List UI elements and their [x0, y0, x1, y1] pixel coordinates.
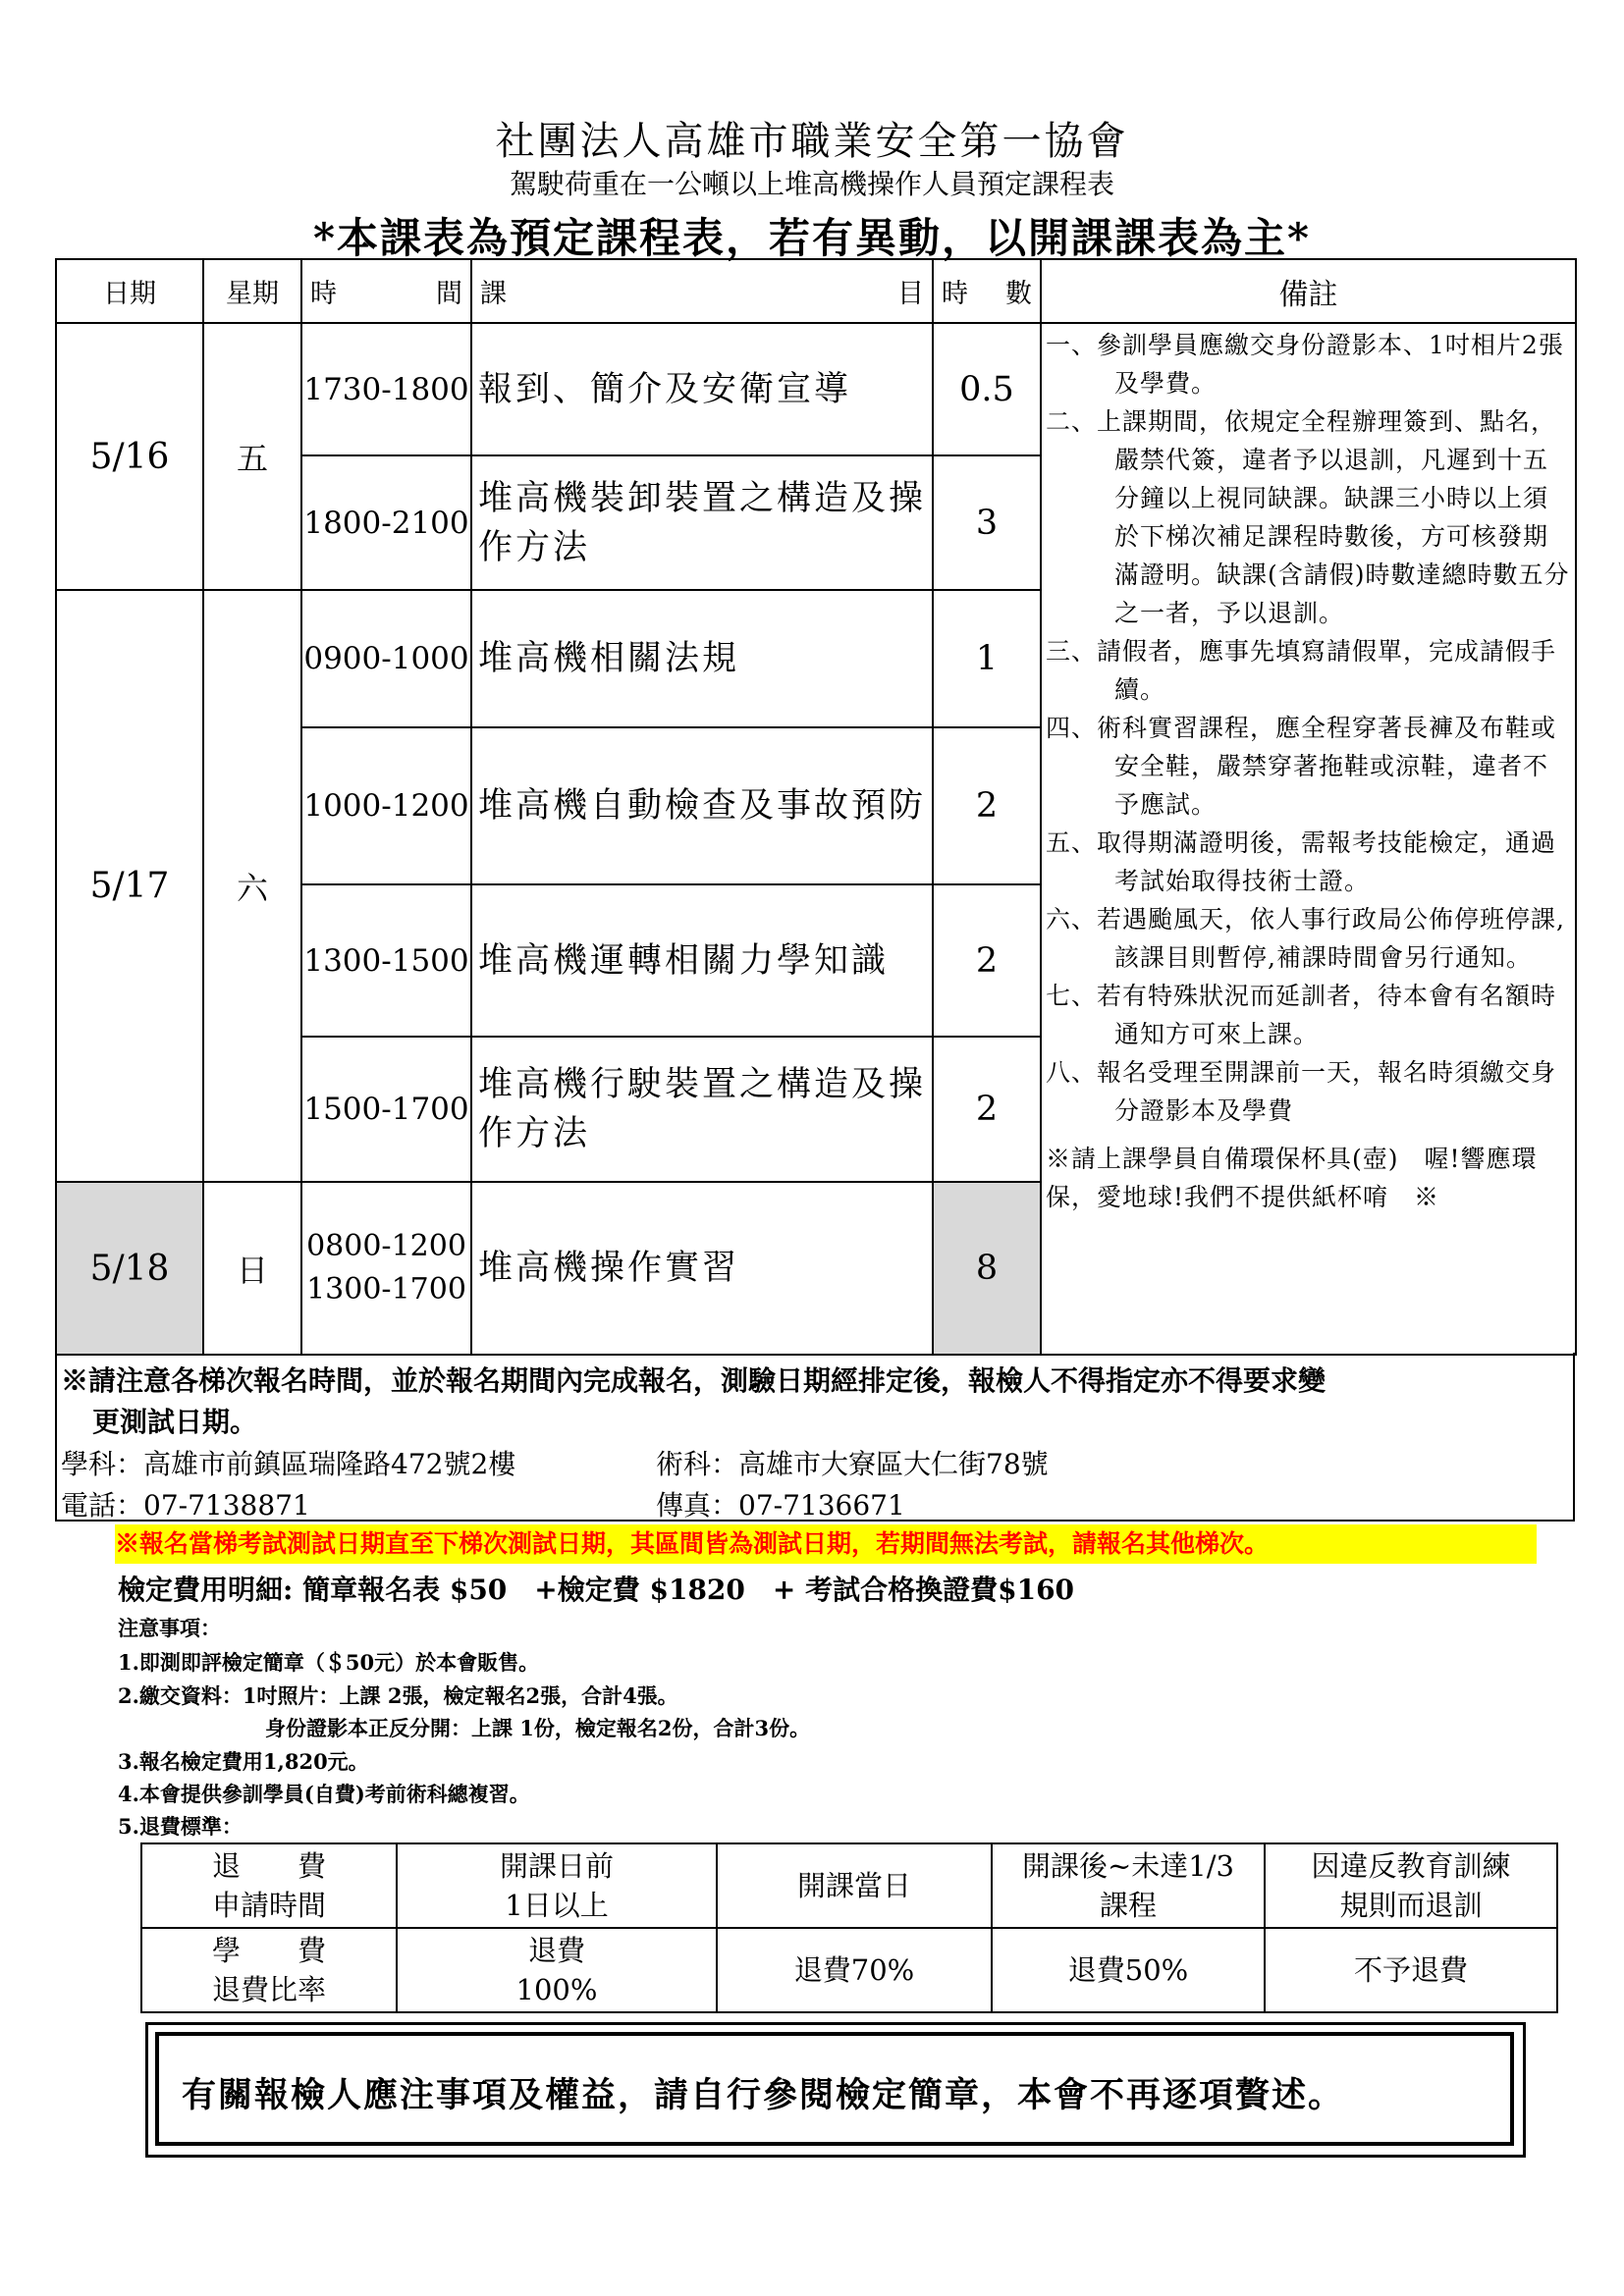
note-item: 3.報名檢定費用1,820元。 — [118, 1749, 369, 1774]
header-date: 日期 — [56, 259, 203, 323]
table-row — [141, 1928, 1557, 2012]
time-cell: 0800-1200 1300-1700 — [301, 1182, 471, 1355]
highlight-notice: ※報名當梯考試測試日期直至下梯次測試日期，其區間皆為測試日期，若期間無法考試，請報名其他梯次。 — [115, 1524, 1537, 1564]
table-header-row — [56, 259, 1576, 323]
header-hours: 時 數 — [933, 259, 1041, 323]
header-remarks: 備註 — [1041, 259, 1576, 323]
refund-cell: 因違反教育訓練 規則而退訓 — [1265, 1843, 1557, 1928]
time-cell: 1730-1800 — [301, 323, 471, 455]
topic-cell: 堆高機相關法規 — [471, 590, 933, 727]
refund-table — [140, 1842, 1558, 2013]
date-cell: 5/17 — [56, 590, 203, 1182]
practical-address: 術科：高雄市大寮區大仁街78號 — [656, 1448, 1049, 1480]
topic-cell: 堆高機運轉相關力學知識 — [471, 884, 933, 1037]
note-item: 5.退費標準： — [118, 1814, 243, 1839]
note-item: 身份證影本正反分開：上課 1份，檢定報名2份，合計3份。 — [265, 1716, 811, 1740]
weekday-cell: 五 — [203, 323, 301, 590]
date-cell: 5/18 — [56, 1182, 203, 1355]
academic-address: 學科：高雄市前鎮區瑞隆路472號2樓 — [61, 1448, 516, 1480]
remark-item: 一、參訓學員應繳交身份證影本、1吋相片2張及學費。 — [1046, 331, 1564, 398]
header-subject: 課 目 — [471, 259, 933, 323]
header-weekday: 星期 — [203, 259, 301, 323]
hours-cell: 2 — [933, 727, 1041, 884]
topic-cell: 堆高機操作實習 — [471, 1182, 933, 1355]
refund-cell: 不予退費 — [1265, 1928, 1557, 2012]
date-warning: ※請注意各梯次報名時間，並於報名期間內完成報名，測驗日期經排定後，報檢人不得指定亦不得要求變 更測試日期。 — [61, 1364, 1326, 1438]
date-cell: 5/16 — [56, 323, 203, 590]
refund-cell: 退費50% — [992, 1928, 1265, 2012]
weekday-cell: 六 — [203, 590, 301, 1182]
remark-item: 三、請假者，應事先填寫請假單，完成請假手續。 — [1046, 637, 1557, 704]
fee-detail: 檢定費用明細: 簡章報名表 $50 +檢定費 $1820 + 考試合格換證費$160 — [118, 1574, 1075, 1606]
hours-cell: 1 — [933, 590, 1041, 727]
time-cell: 1000-1200 — [301, 727, 471, 884]
refund-cell: 退 費 申請時間 — [141, 1843, 397, 1928]
refund-cell: 退費 100% — [397, 1928, 717, 2012]
topic-cell: 堆高機自動檢查及事故預防 — [471, 727, 933, 884]
schedule-notice: *本課表為預定課程表，若有異動，以開課課表為主* — [313, 214, 1311, 262]
course-title: 駕駛荷重在一公噸以上堆高機操作人員預定課程表 — [509, 168, 1114, 200]
refund-cell: 開課後~未達1/3 課程 — [992, 1843, 1265, 1928]
remark-item: 八、報名受理至開課前一天，報名時須繳交身分證影本及學費 — [1046, 1058, 1557, 1125]
header-time: 時 間 — [301, 259, 471, 323]
remark-item: 七、若有特殊狀況而延訓者，待本會有名額時通知方可來上課。 — [1046, 982, 1557, 1048]
schedule-table — [55, 258, 1577, 1356]
remark-item: 二、上課期間，依規定全程辦理簽到、點名，嚴禁代簽，違者予以退訓，凡遲到十五分鐘以上視同缺課。缺課三小時以上須於下梯次補足課程時數後，方可核發期滿證明。缺課(含請假)時數達總時數五分之一者，予以退訓。 — [1046, 407, 1570, 627]
refund-cell: 開課當日 — [717, 1843, 992, 1928]
org-title: 社團法人高雄市職業安全第一協會 — [495, 119, 1129, 164]
footer-box — [55, 1353, 1575, 1522]
hours-cell: 2 — [933, 884, 1041, 1037]
hours-cell: 3 — [933, 455, 1041, 590]
topic-cell: 堆高機裝卸裝置之構造及操作方法 — [471, 455, 933, 590]
notes-heading: 注意事項： — [118, 1616, 221, 1640]
weekday-cell: 日 — [203, 1182, 301, 1355]
time-cell: 1800-2100 — [301, 455, 471, 590]
topic-cell: 報到、簡介及安衛宣導 — [471, 323, 933, 455]
refund-cell: 學 費 退費比率 — [141, 1928, 397, 2012]
phone: 電話：07-7138871 — [61, 1489, 310, 1522]
note-item: 2.繳交資料：1吋照片：上課 2張，檢定報名2張，合計4張。 — [118, 1683, 678, 1708]
remark-item: 六、若遇颱風天，依人事行政局公佈停班停課,該課目則暫停,補課時間會另行通知。 — [1046, 905, 1565, 972]
table-row — [141, 1843, 1557, 1928]
table-row — [56, 323, 1576, 455]
hours-cell: 8 — [933, 1182, 1041, 1355]
fax: 傳真：07-7136671 — [656, 1489, 905, 1522]
eco-note: ※請上課學員自備環保杯具(壺) 喔!響應環保，愛地球!我們不提供紙杯唷 ※ — [1046, 1145, 1538, 1211]
remark-item: 四、術科實習課程，應全程穿著長褲及布鞋或安全鞋，嚴禁穿著拖鞋或涼鞋，違者不予應試。 — [1046, 714, 1557, 819]
refund-cell: 退費70% — [717, 1928, 992, 2012]
hours-cell: 0.5 — [933, 323, 1041, 455]
remarks-cell — [1041, 323, 1576, 1355]
time-cell: 1300-1500 — [301, 884, 471, 1037]
bottom-notice: 有關報檢人應注事項及權益，請自行參閱檢定簡章，本會不再逐項贅述。 — [182, 2075, 1345, 2115]
note-item: 4.本會提供參訓學員(自費)考前術科總複習。 — [118, 1782, 530, 1806]
refund-cell: 開課日前 1日以上 — [397, 1843, 717, 1928]
note-item: 1.即測即評檢定簡章（＄50元）於本會販售。 — [118, 1650, 540, 1675]
remark-item: 五、取得期滿證明後，需報考技能檢定，通過考試始取得技術士證。 — [1046, 828, 1557, 895]
time-cell: 0900-1000 — [301, 590, 471, 727]
topic-cell: 堆高機行駛裝置之構造及操作方法 — [471, 1037, 933, 1182]
hours-cell: 2 — [933, 1037, 1041, 1182]
time-cell: 1500-1700 — [301, 1037, 471, 1182]
